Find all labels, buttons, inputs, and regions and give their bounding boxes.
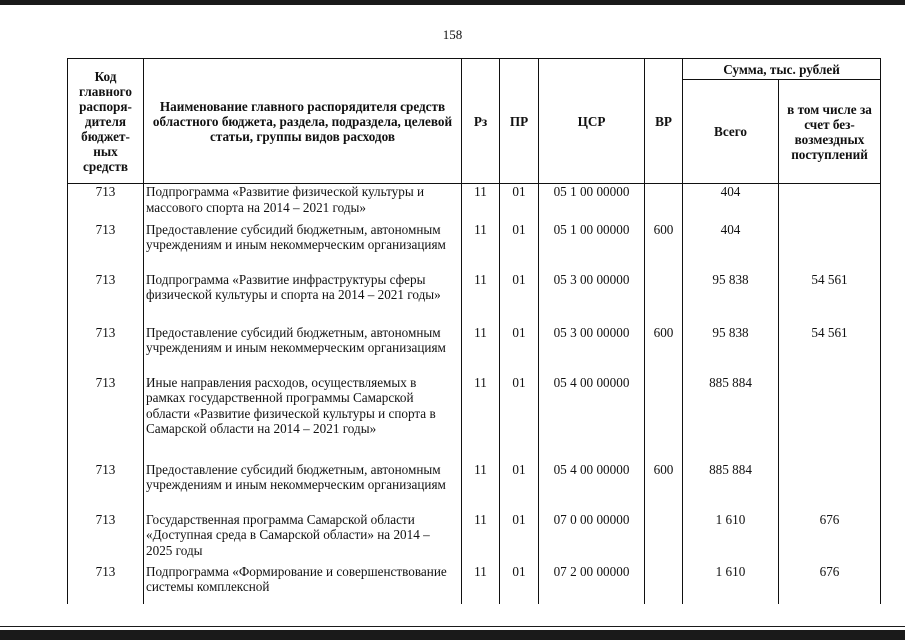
cell-rz: 11 — [462, 564, 500, 604]
top-border — [0, 0, 905, 5]
cell-pr: 01 — [500, 184, 539, 222]
cell-pr: 01 — [500, 272, 539, 325]
cell-incl — [779, 462, 881, 512]
cell-vr: 600 — [645, 462, 683, 512]
cell-name: Предоставление субсидий бюджетным, автономным учреждениям и иным некоммерческим организациям — [144, 325, 462, 375]
cell-code: 713 — [68, 184, 144, 222]
cell-incl — [779, 184, 881, 222]
cell-csr: 05 3 00 00000 — [539, 325, 645, 375]
cell-csr: 05 1 00 00000 — [539, 184, 645, 222]
cell-code: 713 — [68, 325, 144, 375]
cell-csr: 07 0 00 00000 — [539, 512, 645, 564]
header-name: Наименование главного распорядителя средств областного бюджета, раздела, подраздела, целевой статьи, группы видов расходов — [144, 59, 462, 184]
cell-name: Подпрограмма «Развитие инфраструктуры сферы физической культуры и спорта на 2014 – 2021 годы» — [144, 272, 462, 325]
header-total: Всего — [683, 80, 779, 184]
cell-vr — [645, 272, 683, 325]
cell-incl — [779, 375, 881, 462]
header-code: Код главного распоря-дителя бюджет-ных средств — [68, 59, 144, 184]
bottom-border — [0, 630, 905, 640]
cell-vr — [645, 184, 683, 222]
cell-name: Подпрограмма «Развитие физической культуры и массового спорта на 2014 – 2021 годы» — [144, 184, 462, 222]
cell-code: 713 — [68, 512, 144, 564]
cell-total: 885 884 — [683, 462, 779, 512]
cell-name: Предоставление субсидий бюджетным, автономным учреждениям и иным некоммерческим организациям — [144, 462, 462, 512]
cell-vr: 600 — [645, 325, 683, 375]
cell-code: 713 — [68, 375, 144, 462]
cell-rz: 11 — [462, 462, 500, 512]
cell-pr: 01 — [500, 564, 539, 604]
cell-code: 713 — [68, 462, 144, 512]
cell-name: Предоставление субсидий бюджетным, автономным учреждениям и иным некоммерческим организациям — [144, 222, 462, 272]
cell-pr: 01 — [500, 222, 539, 272]
table-row — [68, 184, 881, 222]
budget-table — [67, 58, 881, 604]
cell-total: 95 838 — [683, 325, 779, 375]
page-number: 158 — [442, 27, 463, 42]
cell-rz: 11 — [462, 184, 500, 222]
cell-name: Иные направления расходов, осуществляемых в рамках государственной программы Самарской области «Развитие физической культуры и спорта в Самарской области на 2014 – 2021 годы» — [144, 375, 462, 462]
cell-rz: 11 — [462, 222, 500, 272]
header-rz: Рз — [462, 59, 500, 184]
cell-total: 1 610 — [683, 512, 779, 564]
cell-incl — [779, 222, 881, 272]
cell-csr: 05 4 00 00000 — [539, 462, 645, 512]
cell-csr: 05 1 00 00000 — [539, 222, 645, 272]
table-row — [68, 512, 881, 564]
cell-total: 404 — [683, 184, 779, 222]
cell-pr: 01 — [500, 375, 539, 462]
cell-rz: 11 — [462, 512, 500, 564]
cell-total: 404 — [683, 222, 779, 272]
cell-total: 95 838 — [683, 272, 779, 325]
cell-incl: 54 561 — [779, 325, 881, 375]
cell-vr — [645, 375, 683, 462]
cell-name: Подпрограмма «Формирование и совершенствование системы комплексной — [144, 564, 462, 604]
cell-code: 713 — [68, 564, 144, 604]
cell-csr: 05 3 00 00000 — [539, 272, 645, 325]
cell-rz: 11 — [462, 272, 500, 325]
table-row — [68, 325, 881, 375]
cell-total: 885 884 — [683, 375, 779, 462]
header-csr: ЦСР — [539, 59, 645, 184]
table-row — [68, 462, 881, 512]
cell-csr: 05 4 00 00000 — [539, 375, 645, 462]
header-vr: ВР — [645, 59, 683, 184]
cell-rz: 11 — [462, 325, 500, 375]
cell-code: 713 — [68, 272, 144, 325]
table-row — [68, 222, 881, 272]
header-incl: в том числе за счет без-возмездных поступлений — [779, 80, 881, 184]
cell-pr: 01 — [500, 512, 539, 564]
cell-vr: 600 — [645, 222, 683, 272]
table-row — [68, 375, 881, 462]
cell-code: 713 — [68, 222, 144, 272]
cell-rz: 11 — [462, 375, 500, 462]
cell-incl: 676 — [779, 564, 881, 604]
cell-vr — [645, 512, 683, 564]
cell-pr: 01 — [500, 325, 539, 375]
cell-csr: 07 2 00 00000 — [539, 564, 645, 604]
table-row — [68, 564, 881, 604]
cell-name: Государственная программа Самарской области «Доступная среда в Самарской области» на 2014 – 2025 годы — [144, 512, 462, 564]
cell-pr: 01 — [500, 462, 539, 512]
cell-incl: 676 — [779, 512, 881, 564]
table-row — [68, 272, 881, 325]
cell-total: 1 610 — [683, 564, 779, 604]
header-pr: ПР — [500, 59, 539, 184]
header-sum: Сумма, тыс. рублей — [683, 59, 881, 80]
cell-vr — [645, 564, 683, 604]
cell-incl: 54 561 — [779, 272, 881, 325]
